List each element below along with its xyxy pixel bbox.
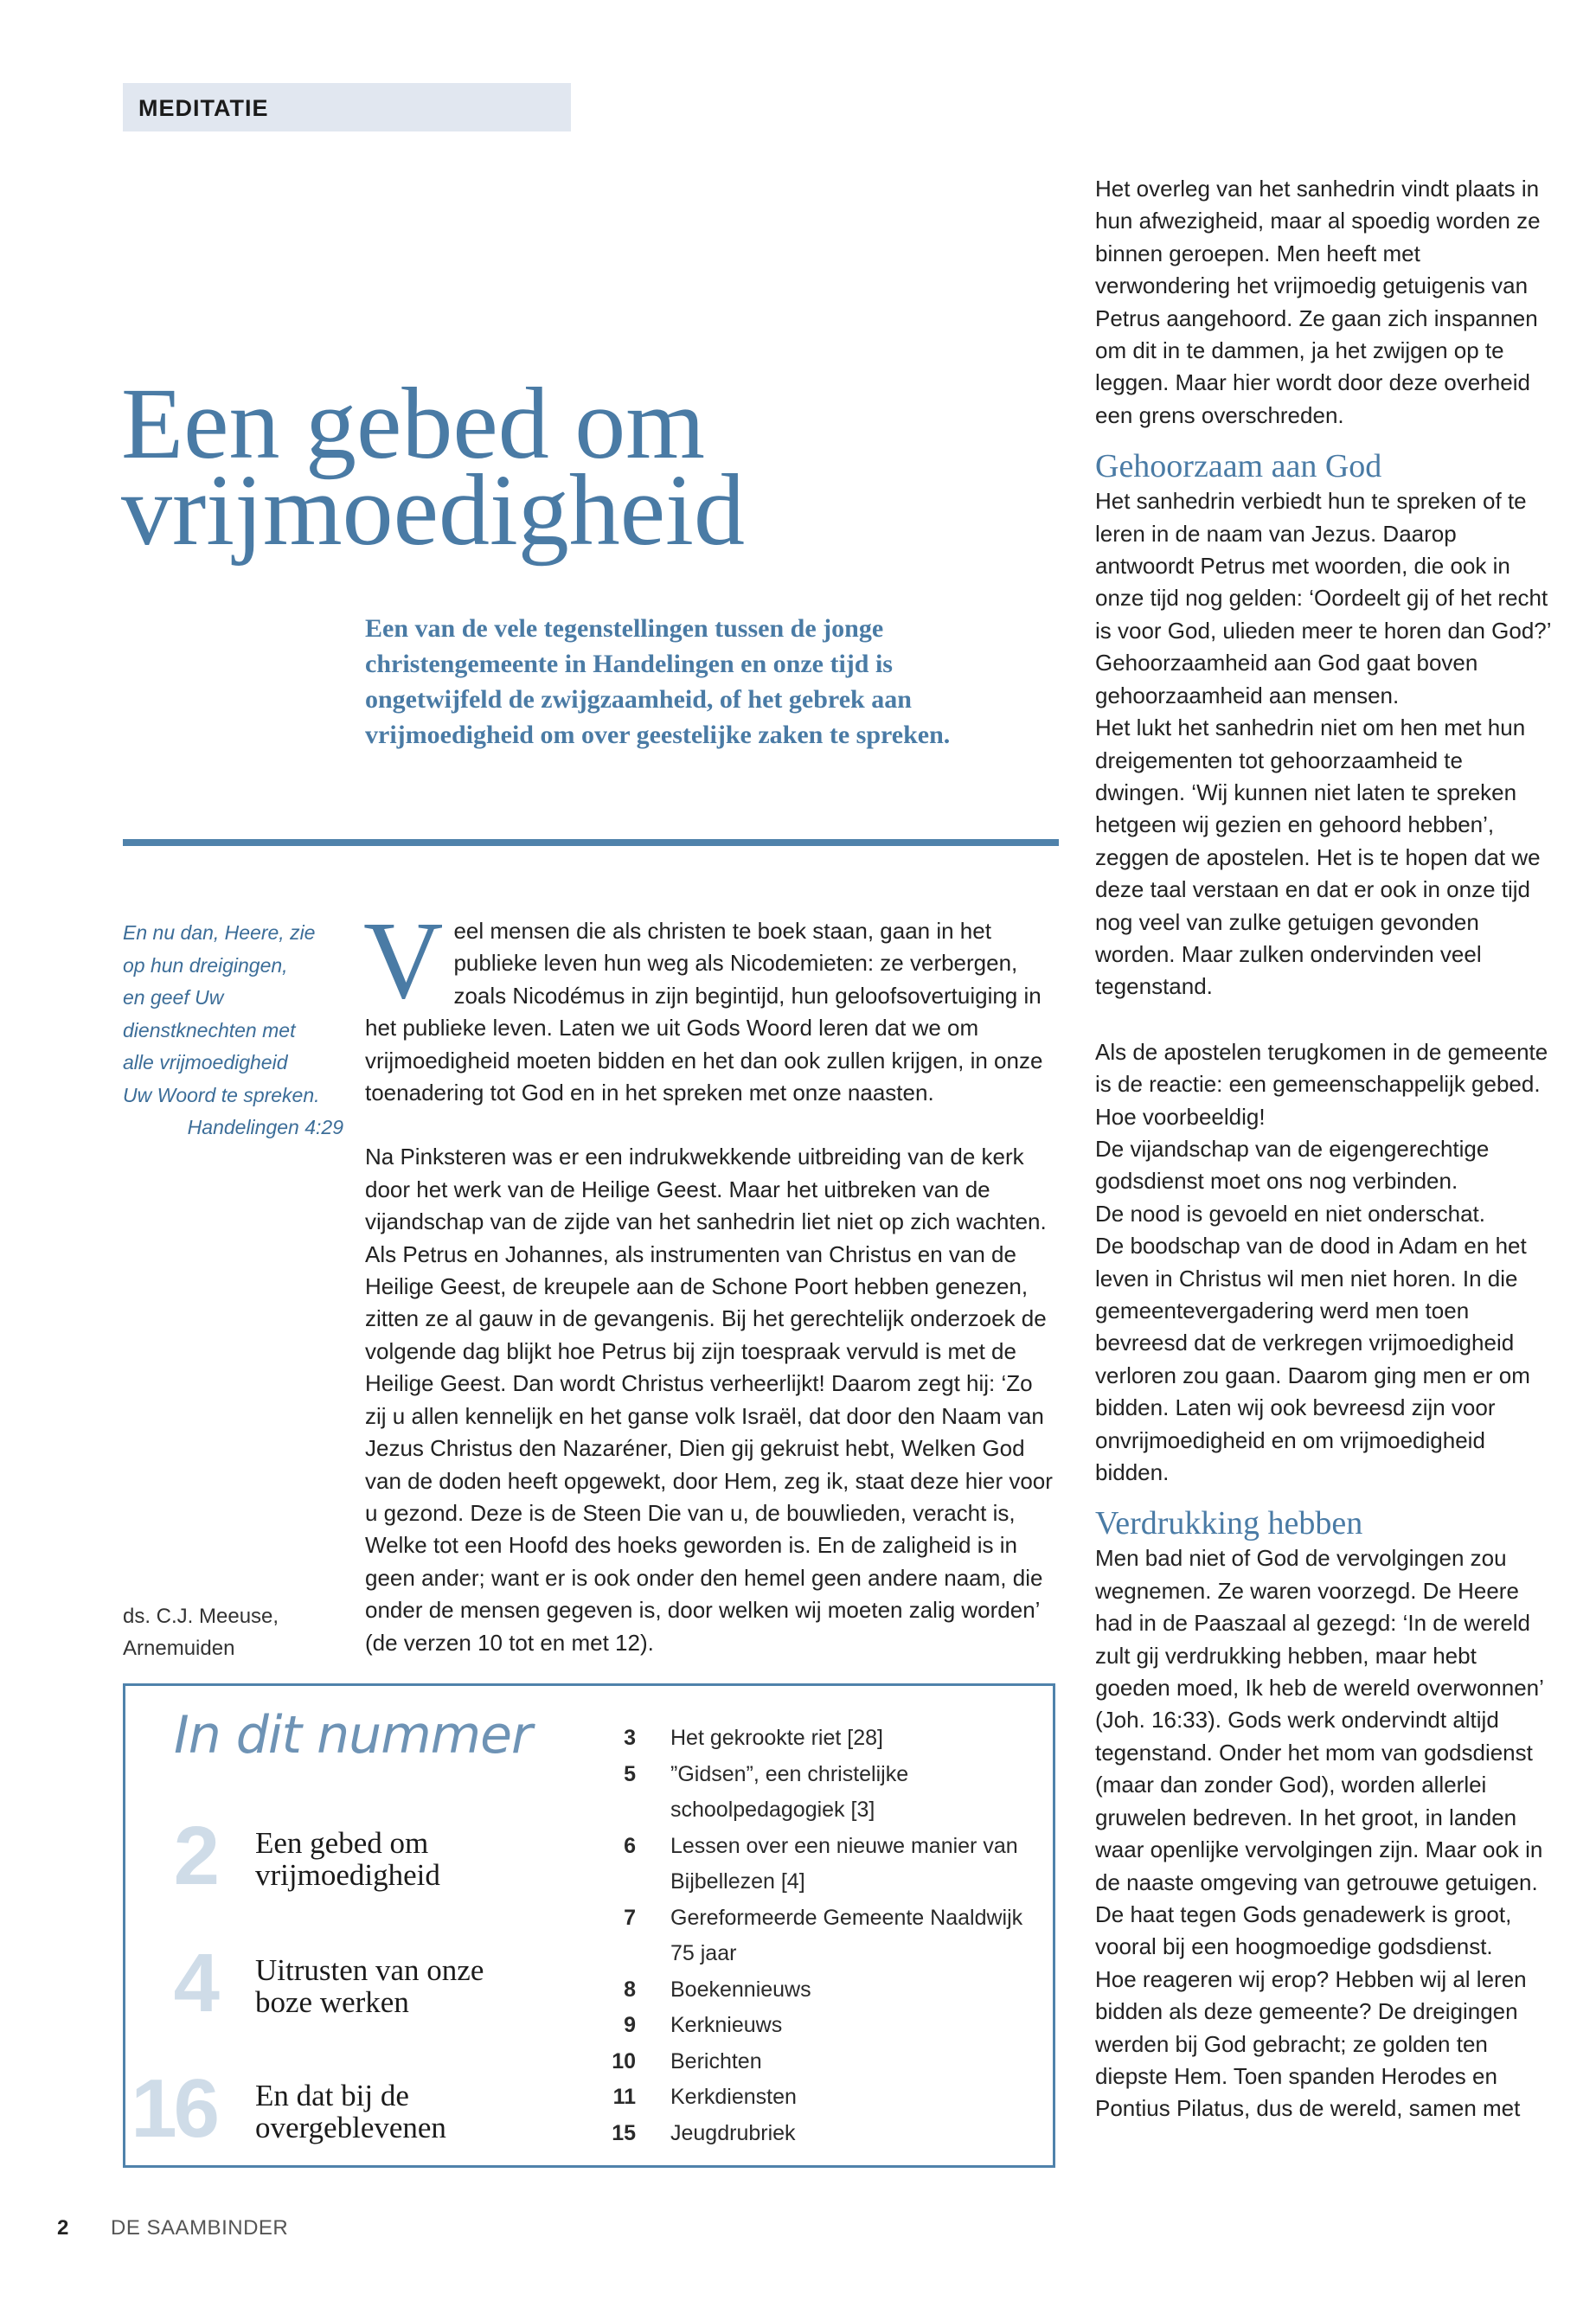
toc-item[interactable] [593, 2008, 1042, 2044]
toc-item-title: Jeugdrubriek [670, 2120, 796, 2145]
body-paragraph: Na Pinksteren was er een indrukwekkende uitbreiding van de kerk door het werk van de Heilige Geest. Maar het uitbreken van de vijandschap van de zijde van het sanhedrin liet niet op zich wachten. Als Petrus en Johannes, als instrumenten van Christus en van de Heilige Geest, de kreupele aan de Schone Poort hebben genezen, zitten ze al gauw in de gevangenis. Bij het gerechtelijk onderzoek de volgende dag blijkt hoe Petrus bij zijn toespraak vervuld is met de Heilige Geest. Dan wordt Christus verheerlijkt! Daarom zegt hij: ‘Zo zij u allen kennelijk en het ganse volk Israël, dat door den Naam van Jezus Christus den Nazaréner, Dien gij gekruist hebt, Welken God van de doden heeft opgewekt, door Hem, zeg ik, staat deze hier voor u gezond. Deze is de Steen Die van u, de bouwlieden, veracht is, Welke tot een Hoofd des hoeks geworden is. En de zaligheid is in geen ander; want er is ook onder den hemel geen andere naam, die onder de mensen gegeven is, door welken wij moeten zalig worden’ (de verzen 10 tot en met 12). [365, 1144, 1053, 1656]
toc-item-title: ”Gidsen”, een christelijke schoolpedagogiek [3] [670, 1761, 909, 1822]
toc-featured-title: En dat bij de overgeblevenen [255, 2079, 446, 2144]
body-paragraph: Men bad niet of God de vervolgingen zou wegnemen. Ze waren voorzegd. De Heere had in de Paaszaal al gezegd: ‘In de wereld zult gij verdrukking hebben, maar hebt goeden moed, Ik heb de wereld overwonnen’ (Joh. 16:33). Gods werk ondervindt altijd tegenstand. Onder het mom van godsdienst (maar dan zonder God), worden allerlei gruwelen bedreven. In het groot, in landen waar openlijke vervolgingen zijn. Maar ook in de naaste omgeving van getrouwe getuigen. De haat tegen Gods genadewerk is groot, vooral bij een hoogmoedige godsdienst. [1095, 1545, 1543, 1960]
toc-featured-item[interactable] [125, 1939, 506, 2034]
article-body-right [1095, 173, 1554, 2125]
toc-item[interactable] [593, 2044, 1042, 2080]
toc-featured-number: 2 [173, 1810, 216, 1902]
scripture-quote [123, 917, 343, 1144]
quote-line: Uw Woord te spreken. [123, 1083, 320, 1106]
toc-featured-number: 4 [173, 1937, 216, 2029]
author-name: ds. C.J. Meeuse, [123, 1605, 279, 1628]
body-paragraph: De boodschap van de dood in Adam en het leven in Christus wil men niet horen. In die gemeentevergadering werd men toen bevreesd dat de verkregen vrijmoedigheid verloren zou gaan. Daarom ging men er om bidden. Laten wij ook bevreesd zijn voor onvrijmoedigheid en om vrijmoedigheid bidden. [1095, 1233, 1530, 1486]
quote-line: en geef Uw [123, 986, 224, 1009]
toc-featured-item[interactable] [125, 1811, 506, 1907]
body-paragraph: Het overleg van het sanhedrin vindt plaats in hun afwezigheid, maar al spoedig worden ze binnen geroepen. Men heeft met verwondering het vrijmoedig getuigenis van Petrus aangehoord. Ze gaan zich inspannen om dit in te dammen, ja het zwijgen op te leggen. Maar hier wordt door deze overheid een grens overschreden. [1095, 176, 1541, 428]
toc-item-number: 8 [624, 1977, 636, 2002]
author-place: Arnemuiden [123, 1637, 235, 1660]
toc-item[interactable] [593, 1972, 1042, 2009]
divider [123, 839, 1059, 846]
article-lead: Een van de vele tegenstellingen tussen de jonge christengemeente in Handelingen en onze tijd is ongetwijfeld de zwijgzaamheid, of het gebrek aan vrijmoedigheid om over geestelijke zaken te spreken. [365, 614, 951, 749]
page-number: 2 [57, 2216, 69, 2240]
body-paragraph: De nood is gevoeld en niet onderschat. [1095, 1200, 1485, 1227]
toc-item-title: Het gekrookte riet [28] [670, 1726, 883, 1750]
toc-featured-number: 16 [131, 2062, 216, 2155]
toc-featured-title: Een gebed om vrijmoedigheid [255, 1826, 440, 1892]
toc-item-number: 7 [624, 1905, 636, 1930]
page-footer [57, 2216, 288, 2240]
toc-item-number: 15 [612, 2120, 636, 2145]
toc-title: In dit nummer [174, 1705, 532, 1766]
quote-line: dienstknechten met [123, 1018, 296, 1042]
body-paragraph: Als de apostelen terugkomen in de gemeente is de reactie: een gemeenschappelijk gebed. Hoe voorbeeldig! [1095, 1038, 1548, 1130]
toc-featured-title: Uitrusten van onze boze werken [255, 1953, 484, 2019]
quote-line: alle vrijmoedigheid [123, 1051, 288, 1074]
toc-item[interactable] [593, 1900, 1042, 1972]
body-paragraph: Het sanhedrin verbiedt hun te spreken of te leren in de naam van Jezus. Daarop antwoordt Petrus met woorden, die ook in onze tijd nog gelden: ‘Oordeelt gij of het recht is voor God, ulieden meer te horen dan God?’ Gehoorzaamheid aan God gaat boven gehoorzaamheid aan mensen. [1095, 488, 1551, 708]
table-of-contents [123, 1683, 1055, 2168]
body-paragraph: De vijandschap van de eigengerechtige godsdienst moet ons nog verbinden. [1095, 1135, 1490, 1195]
subheading: Gehoorzaam aan God [1095, 448, 1382, 485]
toc-featured-item[interactable] [125, 2064, 506, 2159]
toc-item-title: Kerknieuws [670, 2013, 783, 2037]
body-paragraph: Het lukt het sanhedrin niet om hen met hun dreigementen tot gehoorzaamheid te dwingen. ‘Wij kunnen niet laten te spreken hetgeen wij gezien en gehoord hebben’, zeggen de apostelen. Het is te hopen dat we deze taal verstaan en dat er ook in onze tijd nog veel van zulke getuigen gevonden worden. Maar zulken ondervinden veel tegenstand. [1095, 715, 1541, 1000]
author-byline [123, 1600, 348, 1664]
toc-item[interactable] [593, 1721, 1042, 1757]
section-tag [123, 83, 571, 131]
toc-item-title: Gereformeerde Gemeente Naaldwijk 75 jaar [670, 1905, 1023, 1965]
toc-item-number: 3 [624, 1726, 636, 1750]
article-body [363, 899, 1057, 1659]
quote-line: En nu dan, Heere, zie [123, 921, 316, 944]
body-paragraph: Hoe reageren wij erop? Hebben wij al leren bidden als deze gemeente? De dreigingen werden bij God gebracht; ze golden ten diepste Hem. Toen spanden Herodes en Pontius Pilatus, dus de wereld, samen met [1095, 1965, 1527, 2122]
toc-item-title: Lessen over een nieuwe manier van Bijbellezen [4] [670, 1833, 1018, 1894]
toc-item[interactable] [593, 2080, 1042, 2116]
article-title: Een gebed om vrijmoedigheid [121, 367, 745, 567]
toc-item-number: 11 [612, 2085, 636, 2109]
toc-item[interactable] [593, 1829, 1042, 1900]
body-paragraph [363, 899, 1057, 1109]
toc-item-number: 5 [624, 1761, 636, 1786]
toc-item-title: Berichten [670, 2048, 762, 2073]
toc-item[interactable] [593, 1757, 1042, 1829]
toc-item-number: 9 [624, 2013, 636, 2037]
section-label: MEDITATIE [138, 95, 269, 121]
drop-cap: V [363, 899, 444, 1022]
toc-item[interactable] [593, 2116, 1042, 2152]
quote-reference: Handelingen 4:29 [187, 1116, 343, 1138]
toc-item-title: Boekennieuws [670, 1977, 811, 2002]
quote-line: op hun dreigingen, [123, 953, 288, 977]
body-paragraph-text: eel mensen die als christen te boek staan, gaan in het publieke leven hun weg als Nicodemieten: ze verbergen, zoals Nicodémus in zijn begintijd, hun geloofsovertuiging in het publieke leven. Laten we uit Gods Woord leren dat we om vrijmoedigheid moeten bidden en het dan ook zullen krijgen, in onze toenadering tot God en in het spreken met onze naasten. [365, 918, 1043, 1106]
toc-list [593, 1721, 1042, 2151]
subheading: Verdrukking hebben [1095, 1505, 1363, 1542]
toc-item-number: 10 [612, 2048, 636, 2073]
toc-item-title: Kerkdiensten [670, 2085, 797, 2109]
magazine-name: DE SAAMBINDER [111, 2216, 289, 2240]
toc-item-number: 6 [624, 1833, 636, 1858]
